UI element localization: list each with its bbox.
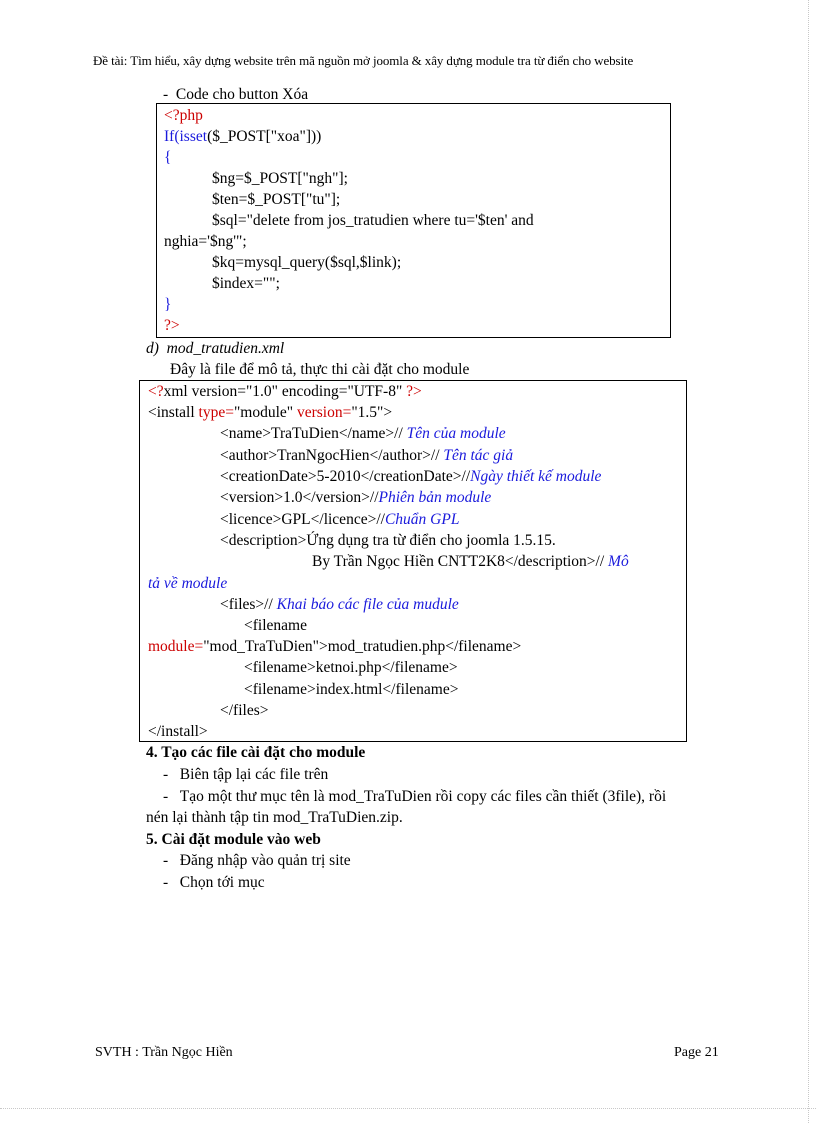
- xml-date-line: <creationDate>5-2010</creationDate>//Ngày thiết kế module: [220, 468, 602, 485]
- php-if-line: If(isset($_POST["xoa"])): [164, 128, 322, 145]
- xml-install-close: </install>: [148, 723, 208, 740]
- xml-files-open: <files>// Khai báo các file của mudule: [220, 596, 459, 613]
- php-code-box: [156, 103, 671, 338]
- php-close-tag: ?>: [164, 317, 180, 334]
- xml-files-close: </files>: [220, 702, 269, 719]
- footer-author: SVTH : Trần Ngọc Hiền: [95, 1045, 233, 1060]
- php-line-ng: $ng=$_POST["ngh"];: [212, 170, 348, 187]
- section-4-heading: 4. Tạo các file cài đặt cho module: [146, 744, 366, 761]
- xml-version-line: <version>1.0</version>//Phiên bản module: [220, 489, 492, 506]
- xml-filename-module: module="mod_TraTuDien">mod_tratudien.php</filename>: [148, 638, 522, 655]
- xml-description-comment-wrap: tả về module: [148, 575, 228, 592]
- page-bottom-edge: [0, 1108, 816, 1109]
- php-brace-open: {: [164, 149, 172, 166]
- section-5-heading: 5. Cài đặt module vào web: [146, 831, 321, 848]
- section-4-bullet-2a: - Tạo một thư mục tên là mod_TraTuDien rồi copy các files cần thiết (3file), rồi: [163, 788, 667, 805]
- section-5-bullet-1: - Đăng nhập vào quản trị site: [163, 852, 351, 869]
- xoa-label: Code cho button Xóa: [175, 86, 309, 103]
- xml-author-line: <author>TranNgocHien</author>// Tên tác giả: [220, 447, 514, 464]
- php-line-index: $index="";: [212, 275, 280, 292]
- xml-name-line: <name>TraTuDien</name>// Tên của module: [220, 425, 506, 442]
- bullet-xoa: - Code cho button Xóa: [163, 86, 309, 103]
- xml-declaration: <?xml version="1.0" encoding="UTF-8" ?>: [148, 383, 422, 400]
- php-line-query: $kq=mysql_query($sql,$link);: [212, 254, 402, 271]
- header-title: Đề tài: Tìm hiểu, xây dựng website trên mã nguồn mở joomla & xây dựng module tra từ điển cho website: [93, 53, 634, 68]
- php-line-ten: $ten=$_POST["tu"];: [212, 191, 341, 208]
- php-line-sql-b: nghia='$ng'";: [164, 233, 247, 250]
- xml-filename: mod_tratudien.xml: [166, 340, 285, 357]
- xml-filename-open: <filename: [244, 617, 307, 634]
- section-d-desc: Đây là file để mô tả, thực thi cài đặt cho module: [170, 361, 470, 378]
- footer-page-number: Page 21: [674, 1045, 719, 1060]
- xml-licence-line: <licence>GPL</licence>//Chuẩn GPL: [220, 511, 460, 528]
- section-d-title: d) mod_tratudien.xml: [146, 340, 285, 357]
- xml-description-line2: By Trần Ngọc Hiền CNTT2K8</description>// Mô: [312, 553, 629, 570]
- section-5-bullet-2: - Chọn tới mục: [163, 874, 265, 891]
- xml-code-box: [139, 380, 687, 742]
- xml-install-open: <install type="module" version="1.5">: [148, 404, 393, 421]
- section-4-bullet-1: - Biên tập lại các file trên: [163, 766, 329, 783]
- section-4-bullet-2b: nén lại thành tập tin mod_TraTuDien.zip.: [146, 809, 403, 826]
- xml-description-line1: <description>Ứng dụng tra từ điển cho joomla 1.5.15.: [220, 532, 556, 549]
- php-brace-close: }: [164, 296, 172, 313]
- xml-filename-index: <filename>index.html</filename>: [244, 681, 459, 698]
- php-open-tag: <?php: [164, 107, 203, 124]
- xml-filename-ketnoi: <filename>ketnoi.php</filename>: [244, 659, 458, 676]
- page-right-edge: [808, 0, 809, 1123]
- php-line-sql-a: $sql="delete from jos_tratudien where tu='$ten' and: [212, 212, 534, 229]
